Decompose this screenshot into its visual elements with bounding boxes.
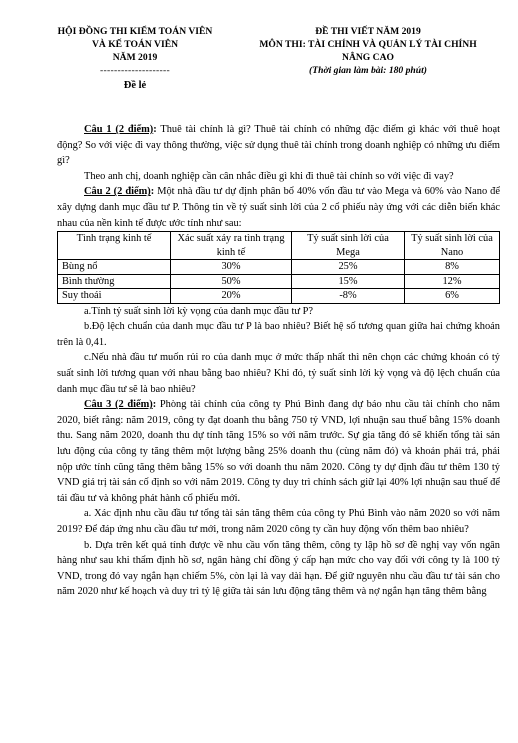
table-header-row [58, 232, 500, 260]
cell-probability: 30% [171, 260, 292, 275]
col-header-nano: Tỷ suất sinh lời của Nano [405, 232, 500, 260]
cell-nano-return: 8% [405, 260, 500, 275]
question-3-label: Câu 3 (2 điểm) [84, 399, 153, 411]
table-row [58, 260, 500, 275]
cell-nano-return: 12% [405, 274, 500, 289]
cell-nano-return: 6% [405, 289, 500, 304]
question-2-part-a: a.Tính tỷ suất sinh lời kỳ vọng của danh mục đầu tư P? [84, 305, 314, 317]
question-3 [57, 397, 500, 506]
exam-subject: MÔN THI: TÀI CHÍNH VÀ QUẢN LÝ TÀI CHÍNH [259, 39, 477, 50]
divider-dashes: -------------------- [100, 65, 170, 76]
org-line-1: HỘI ĐỒNG THI KIỂM TOÁN VIÊN [57, 26, 213, 37]
question-3-colon: : [152, 399, 157, 411]
cell-state: Bùng nổ [58, 260, 171, 275]
col-header-economy: Tình trạng kinh tế [58, 232, 171, 260]
exam-title: ĐỀ THI VIẾT NĂM 2019 [315, 26, 421, 37]
cell-probability: 50% [171, 274, 292, 289]
question-2-label: Câu 2 (2 điểm) [84, 186, 151, 198]
exam-subject-cont: NÂNG CAO [342, 52, 394, 63]
question-2-part-b: b.Độ lệch chuẩn của danh mục đầu tư P là bao nhiêu? Biết hệ số tương quan giữa hai chứng khoán trên là 0,41. [57, 321, 500, 348]
col-header-probability: Xác suất xảy ra tình trạng kinh tế [171, 232, 292, 260]
header-organization [40, 25, 230, 92]
cell-mega-return: -8% [292, 289, 405, 304]
col-header-mega: Tỷ suất sinh lời của Mega [292, 232, 405, 260]
cell-state: Bình thường [58, 274, 171, 289]
exam-body [57, 122, 500, 600]
question-3-text: Phòng tài chính của công ty Phú Bình đang dự báo nhu cầu tài chính cho năm 2020, biết rằng: năm 2019, công ty đạt doanh thu bằng 750 tỷ VND, lợi nhuận sau thuế bằng 15% doanh thu. Sang năm 2020, doanh thu dự tính tăng 15% so với năm trước. Sự gia tăng đó sẽ khiến tổng tài sản lưu động của công ty tăng thêm một lượng bằng 25% doanh thu (cùng năm đó) và khoản phải trả, phải nộp ước tính cũng tăng thêm bằng 15% so với doanh thu năm 2020. Công ty dự định đầu tư thêm 130 tỷ VND giá trị tài sản cố định so với năm 2019. Công ty duy trì chính sách giữ lại 40% lợi nhuận sau thuế để tái đầu tư và không phát hành cổ phiếu mới. [57, 399, 500, 504]
question-1-part-2: Theo anh chị, doanh nghiệp cần cân nhắc điều gì khi đi thuê tài chính so với việc đi vay? [84, 170, 454, 182]
question-2-colon: : [150, 186, 155, 198]
cell-state: Suy thoái [58, 289, 171, 304]
question-1-text: Thuê tài chính là gì? Thuê tài chính có những đặc điểm gì khác với thuê hoạt động? So với việc đi vay thông thường, việc sử dụng thuê tài chính trong doanh nghiệp có những ưu điểm gì? [57, 124, 501, 167]
table-row [58, 289, 500, 304]
table-row [58, 274, 500, 289]
org-line-2: VÀ KẾ TOÁN VIÊN [91, 39, 179, 50]
returns-table [57, 231, 500, 304]
question-1-label: Câu 1 (2 điểm) [84, 124, 154, 135]
question-2-part-c: c.Nếu nhà đầu tư muốn rủi ro của danh mục ở mức thấp nhất thì nên chọn các chứng khoán có tỷ suất sinh lời tương quan với nhau bằng bao nhiêu? Khi đó, tỷ suất sinh lời kỳ vọng và độ lệch chuẩn của danh mục đầu tư sẽ là bao nhiêu? [57, 352, 500, 395]
question-1-colon: : [153, 124, 157, 135]
exam-duration: (Thời gian làm bài: 180 phút) [309, 65, 427, 76]
question-3-part-a: a. Xác định nhu cầu đầu tư tổng tài sản tăng thêm của công ty Phú Bình vào năm 2020 so với năm 2019? Để đáp ứng nhu cầu đầu tư mới, trong năm 2020 công ty cần huy động vốn thêm bao nhiêu? [57, 508, 500, 535]
header-exam-title [238, 25, 498, 77]
cell-probability: 20% [171, 289, 292, 304]
exam-code: Đề lẻ [123, 80, 147, 91]
question-2-text: Một nhà đầu tư dự định phân bổ 40% vốn đầu tư vào Mega và 60% vào Nano để xây dựng danh mục đầu tư P. Thông tin về tỷ suất sinh lời của 2 cổ phiếu này ứng với các diễn biến khác nhau của nền kinh tế được ước tính như sau: [57, 186, 500, 229]
question-2 [57, 184, 500, 231]
cell-mega-return: 25% [292, 260, 405, 275]
cell-mega-return: 15% [292, 274, 405, 289]
question-3-part-b: b. Dựa trên kết quả tính được về nhu cầu vốn tăng thêm, công ty lập hồ sơ đề nghị vay vốn ngân hàng như sau khi thẩm định hồ sơ, ngân hàng chỉ đồng ý cấp hạn mức cho vay đối với công ty là 100 tỷ VND, trong đó vay ngắn hạn chiếm 5%, còn lại là vay dài hạn. Để giữ nguyên nhu cầu đầu tư tài sản cho năm 2020 như kế hoạch và duy trì tỷ lệ giữa tài sản lưu động tăng thêm và nợ ngắn hạn tăng thêm bằng [57, 539, 500, 598]
question-1 [57, 122, 500, 169]
org-year: NĂM 2019 [112, 52, 158, 63]
